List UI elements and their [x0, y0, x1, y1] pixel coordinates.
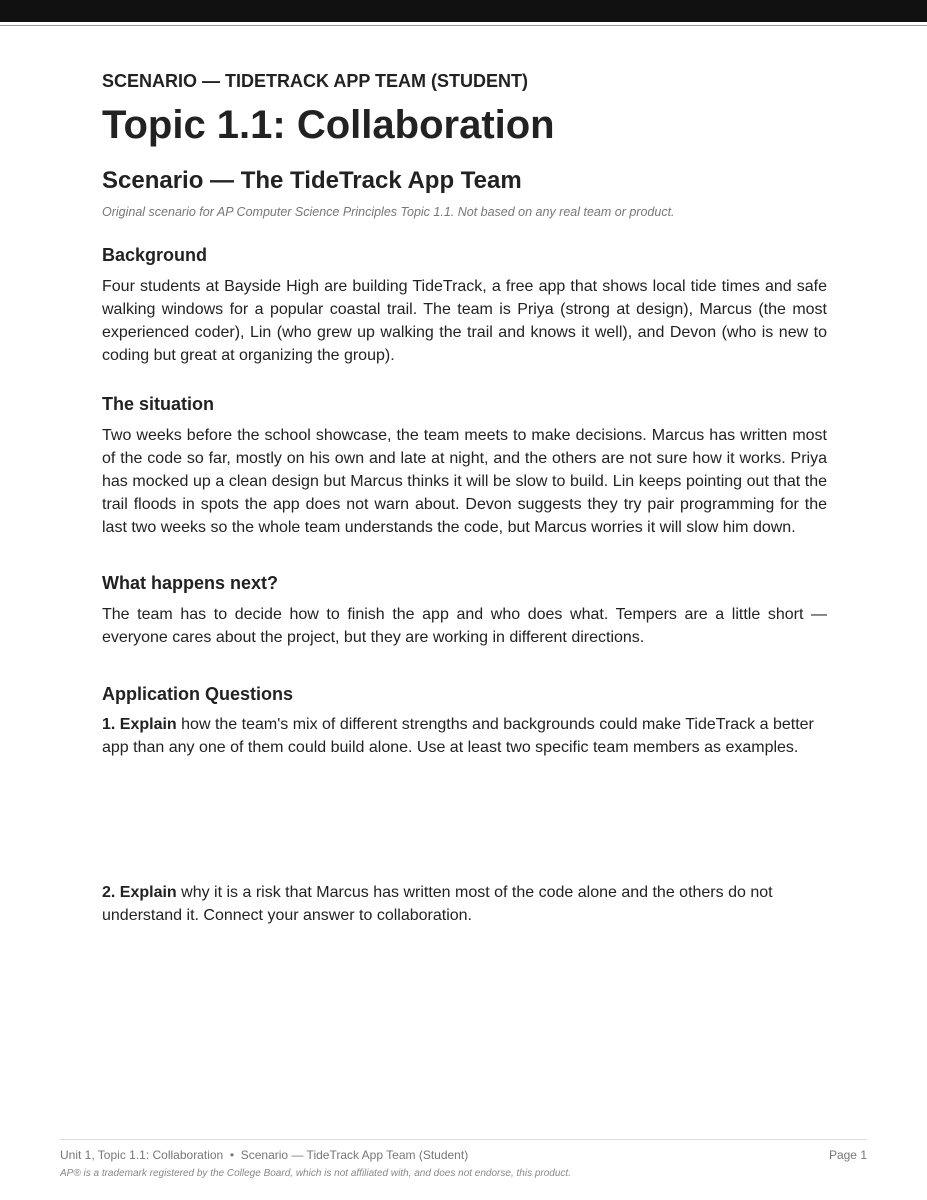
- question-label: 2. Explain: [102, 884, 177, 901]
- scenario-note: Original scenario for AP Computer Science Principles Topic 1.1. Not based on any real team or product.: [102, 205, 675, 219]
- section-heading: What happens next?: [102, 573, 279, 593]
- question-text: why it is a risk that Marcus has written most of the code alone and the others do not understand it. Connect your answer to collaboration.: [102, 884, 773, 924]
- question-2: [102, 881, 827, 927]
- document-kicker: SCENARIO — TIDETRACK APP TEAM (STUDENT): [102, 71, 529, 91]
- top-rule: [0, 25, 927, 26]
- document-page: [102, 70, 827, 1027]
- answer-space[interactable]: [102, 927, 827, 1027]
- section-heading: The situation: [102, 394, 214, 414]
- section-questions: [102, 683, 827, 1027]
- footer-legal: AP® is a trademark registered by the College Board, which is not affiliated with, and does not endorse, this product.: [60, 1168, 571, 1179]
- top-bar: [0, 0, 927, 22]
- section-next: [102, 572, 827, 649]
- answer-space[interactable]: [102, 759, 827, 873]
- section-text: The team has to decide how to finish the app and who does what. Tempers are a little short — everyone cares about the project, but they are working in different directions.: [102, 606, 827, 646]
- question-1: [102, 713, 827, 759]
- section-heading: Application Questions: [102, 684, 294, 704]
- page-subtitle: Scenario — The TideTrack App Team: [102, 167, 522, 194]
- section-heading: Background: [102, 245, 208, 265]
- question-text: how the team's mix of different strengths and backgrounds could make TideTrack a better app than any one of them could build alone. Use at least two specific team members as examples.: [102, 716, 814, 756]
- question-label: 1. Explain: [102, 716, 177, 733]
- page-number: Page 1: [828, 1148, 867, 1162]
- section-text: Two weeks before the school showcase, the team meets to make decisions. Marcus has written most of the code so far, mostly on his own and late at night, and the others are not sure how it works. Priya has mocked up a clean design but Marcus thinks it will be slow to build. Lin keeps pointing out that the trail floods in spots the app does not warn about. Devon suggests they try pair programming for the last two weeks so the whole team understands the code, but Marcus worries it will slow him down.: [102, 427, 827, 536]
- page-footer: [60, 1139, 867, 1180]
- section-background: [102, 244, 827, 367]
- page-title: Topic 1.1: Collaboration: [102, 103, 555, 147]
- section-situation: [102, 393, 827, 539]
- section-text: Four students at Bayside High are building TideTrack, a free app that shows local tide times and safe walking windows for a popular coastal trail. The team is Priya (strong at design), Marcus (the most experienced coder), Lin (who grew up walking the trail and knows it well), and Devon (who is new to coding but great at organizing the group).: [102, 278, 827, 364]
- footer-left: Unit 1, Topic 1.1: Collaboration • Scenario — TideTrack App Team (Student): [60, 1148, 469, 1162]
